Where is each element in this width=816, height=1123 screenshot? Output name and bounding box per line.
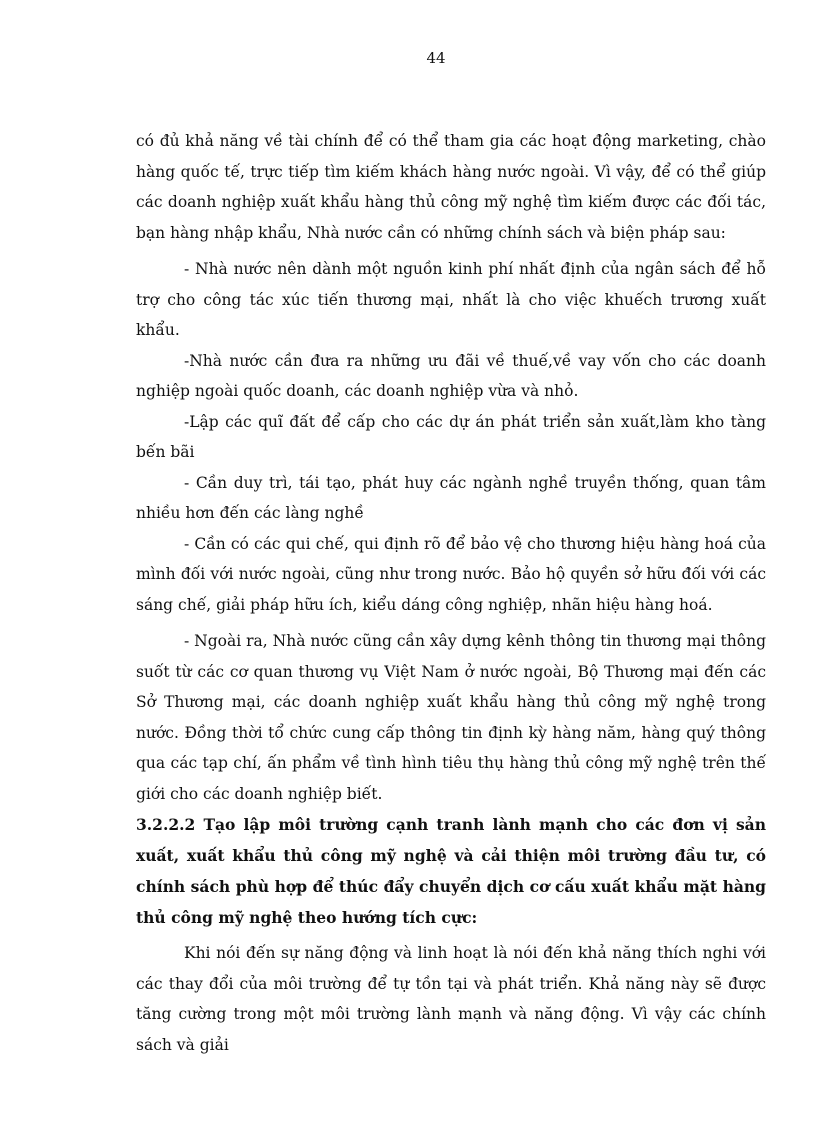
- paragraph-intro: có đủ khả năng về tài chính để có thể tham gia các hoạt động marketing, chào hàng quốc tế, trực tiếp tìm kiếm khách hàng nước ngoài. Vì vậy, để có thể giúp các doanh nghiệp xuất khẩu hàng thủ công mỹ nghệ tìm kiếm được các đối tác, bạn hàng nhập khẩu, Nhà nước cần có những chính sách và biện pháp sau:: [136, 132, 766, 242]
- paragraph-bullet-trade-information: - Ngoài ra, Nhà nước cũng cần xây dựng kênh thông tin thương mại thông suốt từ các cơ quan thương vụ Việt Nam ở nước ngoài, Bộ Thương mại đến các Sở Thương mại, các doanh nghiệp xuất khẩu hàng thủ công mỹ nghệ trong nước. Đồng thời tổ chức cung cấp thông tin định kỳ hàng năm, hàng quý thông qua các tạp chí, ấn phẩm về tình hình tiêu thụ hàng thủ công mỹ nghệ trên thế giới cho các doanh nghiệp biết.: [136, 632, 766, 803]
- section-heading: 3.2.2.2 Tạo lập môi trường cạnh tranh lành mạnh cho các đơn vị sản xuất, xuất khẩu thủ công mỹ nghệ và cải thiện môi trường đầu tư, có chính sách phù hợp để thúc đẩy chuyển dịch cơ cấu xuất khẩu mặt hàng thủ công mỹ nghệ theo hướng tích cực:: [136, 815, 766, 927]
- paragraph-bullet-brand-protection: - Cần có các qui chế, qui định rõ để bảo vệ cho thương hiệu hàng hoá của mình đối với nước ngoài, cũng như trong nước. Bảo hộ quyền sở hữu đối với các sáng chế, giải pháp hữu ích, kiểu dáng công nghiệp, nhãn hiệu hàng hoá.: [136, 534, 766, 614]
- document-body: [136, 126, 766, 1066]
- paragraph-bullet-tax-incentives: -Nhà nước cần đưa ra những ưu đãi về thuế,về vay vốn cho các doanh nghiệp ngoài quốc doanh, các doanh nghiệp vừa và nhỏ.: [136, 351, 766, 400]
- paragraph-closing: Khi nói đến sự năng động và linh hoạt là nói đến khả năng thích nghi với các thay đổi của môi trường để tự tồn tại và phát triển. Khả năng này sẽ được tăng cường trong một môi trường lành mạnh và năng động. Vì vậy các chính sách và giải: [136, 944, 766, 1054]
- paragraph-bullet-budget: - Nhà nước nên dành một nguồn kinh phí nhất định của ngân sách để hỗ trợ cho công tác xúc tiến thương mại, nhất là cho việc khuếch trương xuất khẩu.: [136, 260, 766, 339]
- page-number: 44: [426, 49, 446, 67]
- paragraph-bullet-land-funds: -Lập các quĩ đất để cấp cho các dự án phát triển sản xuất,làm kho tàng bến bãi: [136, 412, 766, 461]
- paragraph-bullet-traditional-crafts: - Cần duy trì, tái tạo, phát huy các ngành nghề truyền thống, quan tâm nhiều hơn đến các làng nghề: [136, 473, 766, 522]
